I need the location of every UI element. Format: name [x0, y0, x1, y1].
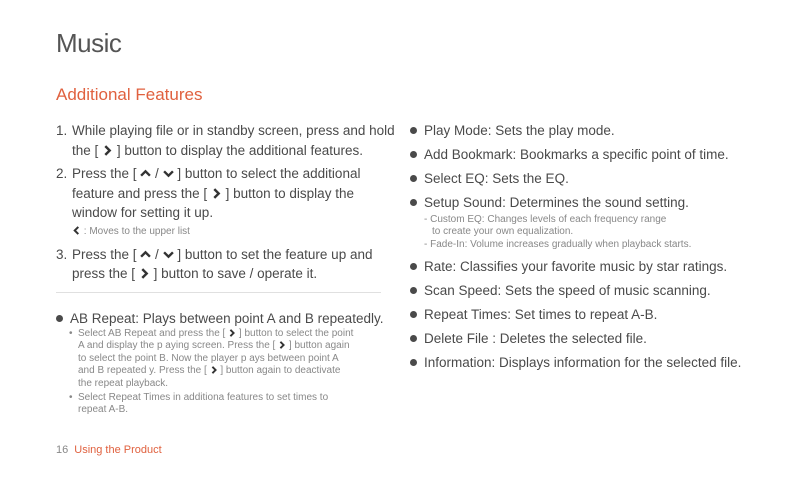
bullet-icon: [410, 335, 417, 342]
item-text: Add Bookmark: Bookmarks a specific point of time.: [424, 147, 729, 162]
step-text: ] button to set the feature up and: [177, 246, 373, 262]
step-2: [56, 164, 396, 223]
item-text: Play Mode: Sets the play mode.: [424, 123, 615, 138]
list-item: [410, 281, 750, 300]
sub-list: [56, 328, 391, 417]
list-item: [410, 145, 750, 164]
step-text: the [: [72, 142, 99, 158]
note-text: to create your own equalization.: [432, 226, 574, 238]
chevron-right-icon: [139, 268, 150, 279]
section-heading: Additional Features: [56, 85, 203, 104]
slash-separator: /: [151, 166, 163, 181]
bullet-icon: [410, 199, 417, 206]
bullet-icon: •: [69, 328, 73, 339]
bullet-icon: [410, 359, 417, 366]
step-text: Press the [: [72, 246, 137, 262]
chevron-left-icon: [72, 226, 81, 235]
chevron-right-icon: [228, 329, 236, 337]
step-number: 1.: [56, 123, 68, 138]
step-1: [56, 121, 396, 160]
page-footer: [56, 444, 162, 456]
step-text: press the [: [72, 266, 136, 281]
chevron-right-icon: [211, 188, 222, 199]
chevron-right-icon: [102, 145, 113, 156]
sub-text: Select AB Repeat and press the [: [78, 328, 226, 339]
steps-list: [56, 121, 396, 284]
item-text: Scan Speed: Sets the speed of music scanning.: [424, 283, 711, 299]
list-item: [56, 309, 391, 328]
step-3: [56, 245, 396, 284]
chevron-right-icon: [210, 366, 218, 374]
sub-text: Select Repeat Times in additiona features to set times to: [78, 392, 329, 404]
chevron-up-icon: [140, 249, 151, 260]
item-text: AB Repeat: Plays between point A and B repeatedly.: [70, 311, 384, 326]
bullet-icon: [410, 287, 417, 294]
item-text: Information: Displays information for the selected file.: [424, 355, 742, 371]
list-item: [410, 329, 750, 348]
list-item: [410, 305, 750, 324]
bullet-icon: [410, 127, 417, 134]
sub-text: ] button again: [288, 340, 350, 352]
sub-text: the repeat playback.: [78, 377, 169, 389]
features-list: [410, 121, 750, 377]
divider: [56, 292, 381, 293]
list-item: [410, 121, 750, 140]
step-number: 3.: [56, 246, 68, 262]
sub-text: to select the point B. Now the player p ays between point A: [78, 352, 339, 364]
bullet-icon: •: [69, 392, 73, 404]
bullet-icon: [410, 175, 417, 182]
item-text: Setup Sound: Determines the sound setting.: [424, 195, 689, 210]
sub-text: A and display the p aying screen. Press the [: [78, 340, 276, 352]
item-text: Delete File : Deletes the selected file.: [424, 331, 647, 347]
sub-item: [69, 392, 391, 417]
step-note: [56, 225, 396, 239]
slash-separator: /: [151, 246, 163, 262]
sub-text: ] button to select the point: [238, 328, 354, 339]
step-text: ] button to save / operate it.: [153, 266, 318, 281]
ab-repeat-section: [56, 309, 391, 417]
bullet-icon: [410, 311, 417, 318]
step-text: ] button to display the: [225, 185, 354, 201]
step-text: Press the [: [72, 166, 137, 181]
list-item: [410, 353, 750, 372]
list-item: [410, 193, 750, 212]
footer-section-title: Using the Product: [74, 444, 162, 456]
chevron-down-icon: [163, 168, 174, 179]
item-text: Repeat Times: Set times to repeat A-B.: [424, 307, 658, 323]
sub-text: ] button again to deactivate: [220, 365, 341, 377]
bullet-icon: [410, 263, 417, 270]
bullet-icon: [56, 315, 63, 322]
step-text: feature and press the [: [72, 185, 208, 201]
step-text: While playing file or in standby screen, press and hold: [72, 123, 395, 138]
step-number: 2.: [56, 166, 68, 181]
chevron-down-icon: [163, 249, 174, 260]
page-number: 16: [56, 444, 69, 456]
list-item: [410, 257, 750, 276]
step-text: ] button to select the additional: [177, 166, 361, 181]
item-text: Select EQ: Sets the EQ.: [424, 171, 569, 186]
note-text: : Moves to the upper list: [83, 225, 190, 237]
item-text: Rate: Classifies your favorite music by star ratings.: [424, 259, 728, 275]
sub-text: repeat A-B.: [78, 404, 129, 416]
note-text: - Custom EQ: Changes levels of each frequency range: [424, 214, 667, 225]
sub-item: [69, 328, 391, 390]
list-item: [410, 169, 750, 188]
bullet-icon: [410, 151, 417, 158]
chevron-up-icon: [140, 168, 151, 179]
note-text: - Fade-In: Volume increases gradually when playback starts.: [424, 238, 692, 250]
step-text: window for setting it up.: [72, 205, 214, 220]
sub-text: and B repeated y. Press the [: [78, 365, 207, 377]
chevron-right-icon: [278, 341, 286, 349]
step-text: ] button to display the additional features.: [116, 142, 363, 158]
page-title: Music: [56, 28, 122, 58]
setup-sound-notes: [410, 214, 750, 251]
